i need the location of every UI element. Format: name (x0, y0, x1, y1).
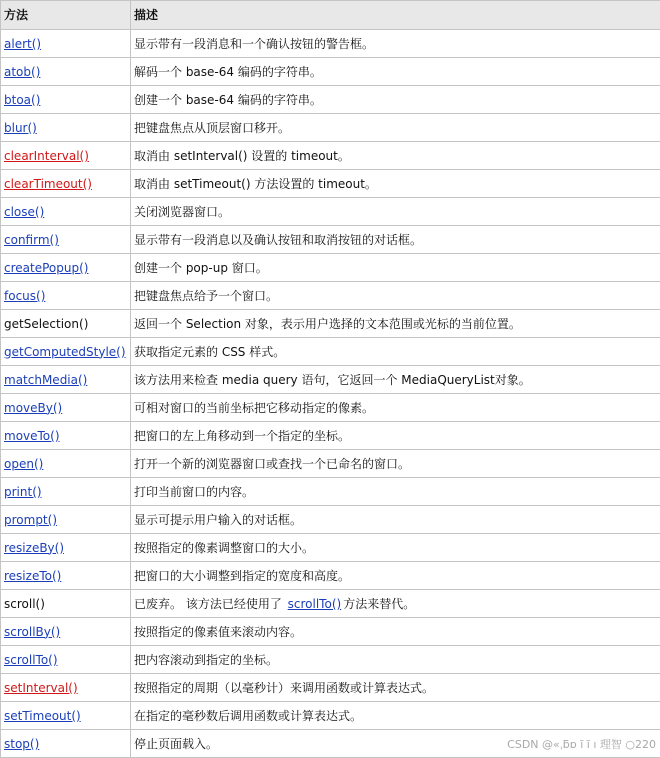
method-link[interactable]: print() (4, 484, 42, 499)
table-row (1, 226, 660, 254)
table-row (1, 422, 660, 450)
method-description-cell (131, 30, 660, 58)
method-description-cell (131, 450, 660, 478)
method-link[interactable]: resizeTo() (4, 568, 62, 583)
method-name-cell (1, 506, 131, 534)
method-description: 解码一个 base-64 编码的字符串。 (134, 64, 322, 79)
table-row (1, 394, 660, 422)
table-row (1, 58, 660, 86)
method-description-cell (131, 562, 660, 590)
method-name-cell (1, 478, 131, 506)
method-link[interactable]: createPopup() (4, 260, 89, 275)
method-description: 创建一个 pop-up 窗口。 (134, 260, 268, 275)
method-name-cell (1, 534, 131, 562)
method-description: 停止页面载入。 (134, 736, 219, 751)
method-description-cell (131, 702, 660, 730)
header-description: 描述 (131, 1, 660, 30)
method-description-cell (131, 618, 660, 646)
method-name-cell (1, 730, 131, 758)
table-row (1, 30, 660, 58)
method-description: 取消由 setInterval() 设置的 timeout。 (134, 148, 350, 163)
method-name-cell (1, 646, 131, 674)
table-row (1, 254, 660, 282)
method-name-cell (1, 198, 131, 226)
method-link[interactable]: open() (4, 456, 44, 471)
table-row (1, 478, 660, 506)
method-link[interactable]: setInterval() (4, 680, 78, 695)
method-description-suffix: 方法来替代。 (343, 596, 416, 611)
table-row (1, 198, 660, 226)
method-link[interactable]: focus() (4, 288, 46, 303)
method-description-cell (131, 338, 660, 366)
method-description: 打开一个新的浏览器窗口或查找一个已命名的窗口。 (134, 456, 411, 471)
method-name-cell (1, 674, 131, 702)
method-link[interactable]: clearTimeout() (4, 176, 92, 191)
csdn-watermark: CSDN @«ˌƃɒ ĩ ĩ ı 理智 ○220 (507, 738, 656, 751)
method-description-cell (131, 534, 660, 562)
table-row (1, 534, 660, 562)
method-name-cell (1, 618, 131, 646)
method-description: 显示可提示用户输入的对话框。 (134, 512, 303, 527)
method-link[interactable]: scrollBy() (4, 624, 61, 639)
method-link[interactable]: prompt() (4, 512, 58, 527)
method-link[interactable]: alert() (4, 36, 42, 51)
method-name-cell (1, 142, 131, 170)
method-name-cell (1, 590, 131, 618)
method-description: 显示带有一段消息和一个确认按钮的警告框。 (134, 36, 375, 51)
method-description-cell (131, 254, 660, 282)
table-row (1, 366, 660, 394)
method-description: 按照指定的像素值来滚动内容。 (134, 624, 303, 639)
method-description: 创建一个 base-64 编码的字符串。 (134, 92, 322, 107)
method-name-cell (1, 422, 131, 450)
method-description: 可相对窗口的当前坐标把它移动指定的像素。 (134, 400, 375, 415)
method-description-cell (131, 226, 660, 254)
method-link[interactable]: getComputedStyle() (4, 344, 126, 359)
method-description: 把窗口的大小调整到指定的宽度和高度。 (134, 568, 351, 583)
table-row (1, 506, 660, 534)
method-description-cell (131, 394, 660, 422)
method-description-cell (131, 674, 660, 702)
method-description-cell (131, 142, 660, 170)
method-name-cell (1, 170, 131, 198)
method-description: 把键盘焦点给予一个窗口。 (134, 288, 279, 303)
method-description-cell (131, 86, 660, 114)
table-row (1, 86, 660, 114)
method-description: 按照指定的周期（以毫秒计）来调用函数或计算表达式。 (134, 680, 435, 695)
method-name-cell (1, 366, 131, 394)
method-description: 该方法用来检查 media query 语句，它返回一个 MediaQueryList对象。 (134, 372, 531, 387)
method-description: 把键盘焦点从顶层窗口移开。 (134, 120, 291, 135)
header-method: 方法 (1, 1, 131, 30)
method-description-cell (131, 366, 660, 394)
method-description: 按照指定的像素调整窗口的大小。 (134, 540, 315, 555)
method-name-cell (1, 702, 131, 730)
method-name-cell (1, 86, 131, 114)
method-name-cell (1, 450, 131, 478)
table-row (1, 450, 660, 478)
method-name-cell (1, 394, 131, 422)
method-name-cell (1, 282, 131, 310)
method-description-cell (131, 422, 660, 450)
method-link[interactable]: stop() (4, 736, 40, 751)
method-link[interactable]: clearInterval() (4, 148, 89, 163)
table-row (1, 562, 660, 590)
method-name-cell (1, 338, 131, 366)
method-name-cell (1, 310, 131, 338)
method-name-cell (1, 226, 131, 254)
method-description-cell (131, 478, 660, 506)
method-description-cell (131, 170, 660, 198)
table-row (1, 674, 660, 702)
method-link[interactable]: moveBy() (4, 400, 63, 415)
method-link[interactable]: atob() (4, 64, 41, 79)
method-link[interactable]: setTimeout() (4, 708, 81, 723)
table-row (1, 170, 660, 198)
table-row (1, 282, 660, 310)
method-description-cell (131, 114, 660, 142)
method-description: 返回一个 Selection 对象，表示用户选择的文本范围或光标的当前位置。 (134, 316, 521, 331)
method-link[interactable]: blur() (4, 120, 37, 135)
method-name-cell (1, 562, 131, 590)
method-description-cell (131, 506, 660, 534)
method-name-cell (1, 30, 131, 58)
method-name: scroll() (4, 596, 45, 611)
method-description: 取消由 setTimeout() 方法设置的 timeout。 (134, 176, 377, 191)
method-link[interactable]: close() (4, 204, 45, 219)
method-description: 获取指定元素的 CSS 样式。 (134, 344, 286, 359)
method-link[interactable]: matchMedia() (4, 372, 88, 387)
method-description-cell (131, 310, 660, 338)
method-description: 把窗口的左上角移动到一个指定的坐标。 (134, 428, 351, 443)
method-link[interactable]: moveTo() (4, 428, 60, 443)
table-header-row (1, 1, 660, 30)
method-description: 在指定的毫秒数后调用函数或计算表达式。 (134, 708, 363, 723)
method-description-cell (131, 590, 660, 618)
method-description: 打印当前窗口的内容。 (134, 484, 255, 499)
method-name-cell (1, 254, 131, 282)
method-description-cell (131, 282, 660, 310)
description-link[interactable]: scrollTo() (287, 596, 342, 611)
method-link[interactable]: resizeBy() (4, 540, 65, 555)
method-description: 把内容滚动到指定的坐标。 (134, 652, 279, 667)
table-row (1, 590, 660, 618)
method-description-cell (131, 58, 660, 86)
method-link[interactable]: btoa() (4, 92, 41, 107)
method-description-cell (131, 646, 660, 674)
table-row (1, 114, 660, 142)
table-row (1, 646, 660, 674)
method-name-cell (1, 58, 131, 86)
table-row (1, 338, 660, 366)
method-description: 显示带有一段消息以及确认按钮和取消按钮的对话框。 (134, 232, 423, 247)
method-link[interactable]: confirm() (4, 232, 59, 247)
method-link[interactable]: scrollTo() (4, 652, 58, 667)
method-description-cell (131, 198, 660, 226)
method-description: 关闭浏览器窗口。 (134, 204, 231, 219)
method-name: getSelection() (4, 316, 89, 331)
table-row (1, 142, 660, 170)
method-description: 已废弃。 该方法已经使用了 (134, 596, 282, 611)
table-row (1, 310, 660, 338)
method-name-cell (1, 114, 131, 142)
table-row (1, 618, 660, 646)
table-row (1, 702, 660, 730)
